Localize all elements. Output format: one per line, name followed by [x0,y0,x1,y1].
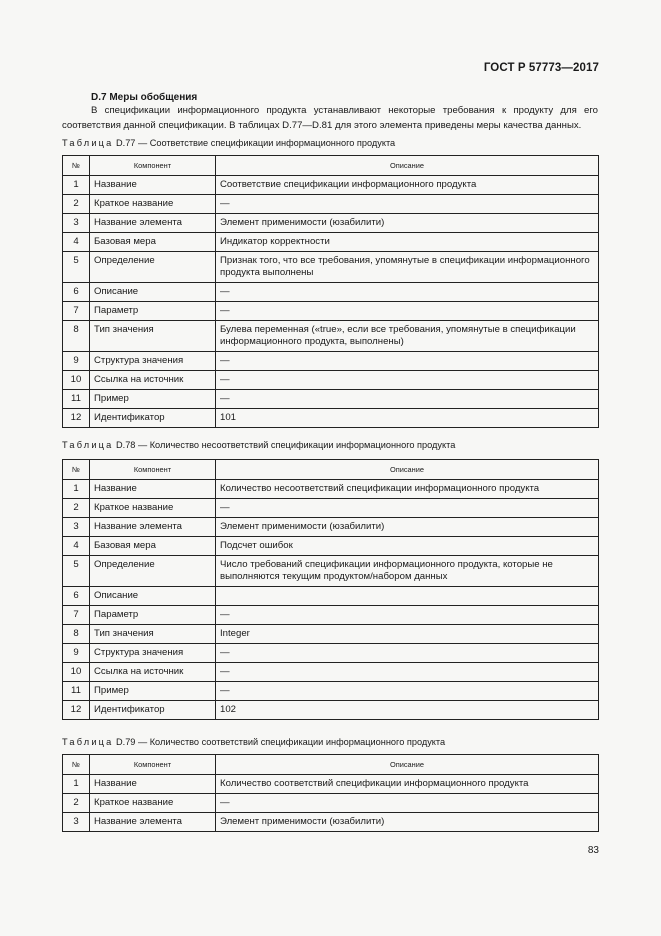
row-component: Тип значения [90,321,216,352]
col-header-description: Описание [216,755,599,775]
row-number: 3 [63,813,90,832]
row-component: Краткое название [90,794,216,813]
row-description: 102 [216,701,599,720]
row-number: 9 [63,644,90,663]
row-description: — [216,794,599,813]
row-description: Число требований спецификации информационного продукта, которые не выполняются текущим продуктом/набором данных [216,556,599,587]
table-row [63,644,599,663]
table-row [63,195,599,214]
row-component: Название элемента [90,813,216,832]
row-description: 101 [216,409,599,428]
col-header-num: № [63,460,90,480]
table-caption-text: D.78 — Количество несоответствий спецификации информационного продукта [116,440,456,450]
table-caption [62,737,445,747]
row-description: — [216,302,599,321]
table-row [63,518,599,537]
row-number: 7 [63,606,90,625]
table-row [63,302,599,321]
row-description: — [216,283,599,302]
row-description: Количество несоответствий спецификации информационного продукта [216,480,599,499]
section-text-body: В спецификации информационного продукта устанавливают некоторые требования к продукту для его соответствия данной спецификации. В таблицах D.77—D.81 для этого элемента приведены меры качества данных. [62,105,598,131]
row-component: Базовая мера [90,233,216,252]
row-number: 11 [63,682,90,701]
page-number: 83 [587,845,599,856]
row-number: 3 [63,214,90,233]
row-description: — [216,195,599,214]
col-header-num: № [63,156,90,176]
row-number: 7 [63,302,90,321]
table-label: Таблица [62,440,114,450]
row-description: — [216,499,599,518]
document-id: ГОСТ Р 57773—2017 [483,62,599,74]
table-row [63,480,599,499]
row-component: Название [90,775,216,794]
row-number: 10 [63,371,90,390]
row-component: Структура значения [90,352,216,371]
row-description: Признак того, что все требования, упомянутые в спецификации информационного продукта выполнены [216,252,599,283]
row-component: Структура значения [90,644,216,663]
row-component: Краткое название [90,195,216,214]
table-header-row [63,156,599,176]
row-number: 11 [63,390,90,409]
row-number: 12 [63,701,90,720]
row-component: Ссылка на источник [90,371,216,390]
table-row [63,390,599,409]
table-header-row [63,755,599,775]
table-row [63,625,599,644]
section-title: D.7 Меры обобщения [91,92,198,103]
row-description: Элемент применимости (юзабилити) [216,214,599,233]
table-row [63,663,599,682]
row-component: Идентификатор [90,409,216,428]
row-description: — [216,663,599,682]
row-description: Соответствие спецификации информационного продукта [216,176,599,195]
row-number: 8 [63,625,90,644]
row-number: 6 [63,587,90,606]
table-row [63,794,599,813]
row-number: 1 [63,480,90,499]
row-number: 2 [63,794,90,813]
table-caption [62,138,395,148]
table-row [63,283,599,302]
table-row [63,499,599,518]
row-component: Тип значения [90,625,216,644]
table-row [63,682,599,701]
row-component: Параметр [90,302,216,321]
col-header-description: Описание [216,460,599,480]
table-row [63,214,599,233]
row-component: Определение [90,252,216,283]
row-component: Ссылка на источник [90,663,216,682]
row-number: 4 [63,537,90,556]
row-component: Описание [90,587,216,606]
row-number: 3 [63,518,90,537]
row-description: — [216,371,599,390]
table-caption [62,440,455,450]
section-text [62,103,598,133]
table-row [63,775,599,794]
table-row [63,587,599,606]
row-number: 2 [63,195,90,214]
row-component: Краткое название [90,499,216,518]
col-header-component: Компонент [90,755,216,775]
row-number: 5 [63,252,90,283]
row-number: 1 [63,176,90,195]
row-number: 10 [63,663,90,682]
table-row [63,176,599,195]
col-header-description: Описание [216,156,599,176]
table-header-row [63,460,599,480]
row-description: — [216,644,599,663]
row-component: Пример [90,682,216,701]
table-row [63,321,599,352]
row-description: Индикатор корректности [216,233,599,252]
row-description: Элемент применимости (юзабилити) [216,518,599,537]
row-number: 8 [63,321,90,352]
row-description: — [216,352,599,371]
table-row [63,537,599,556]
table-row [63,556,599,587]
row-description: — [216,606,599,625]
table-row [63,233,599,252]
spec-table-d78 [62,459,599,720]
row-description: Элемент применимости (юзабилити) [216,813,599,832]
row-component: Пример [90,390,216,409]
table-row [63,606,599,625]
spec-table-d77 [62,155,599,428]
table-row [63,701,599,720]
row-component: Базовая мера [90,537,216,556]
row-component: Идентификатор [90,701,216,720]
row-component: Определение [90,556,216,587]
row-description: Количество соответствий спецификации информационного продукта [216,775,599,794]
row-number: 1 [63,775,90,794]
col-header-component: Компонент [90,460,216,480]
table-label: Таблица [62,138,114,148]
table-row [63,352,599,371]
row-number: 2 [63,499,90,518]
row-component: Название [90,176,216,195]
table-caption-text: D.77 — Соответствие спецификации информационного продукта [116,138,396,148]
row-number: 4 [63,233,90,252]
row-description [216,587,599,606]
row-component: Название [90,480,216,499]
row-number: 6 [63,283,90,302]
row-number: 5 [63,556,90,587]
table-row [63,409,599,428]
row-component: Название элемента [90,518,216,537]
table-row [63,813,599,832]
row-description: — [216,682,599,701]
row-component: Параметр [90,606,216,625]
row-number: 9 [63,352,90,371]
row-number: 12 [63,409,90,428]
col-header-num: № [63,755,90,775]
row-description: — [216,390,599,409]
row-component: Название элемента [90,214,216,233]
table-row [63,371,599,390]
table-row [63,252,599,283]
spec-table-d79 [62,754,599,832]
col-header-component: Компонент [90,156,216,176]
row-description: Integer [216,625,599,644]
row-description: Подсчет ошибок [216,537,599,556]
row-description: Булева переменная («true», если все требования, упомянутые в спецификации информационного продукта, выполнены) [216,321,599,352]
table-label: Таблица [62,737,114,747]
row-component: Описание [90,283,216,302]
table-caption-text: D.79 — Количество соответствий спецификации информационного продукта [116,737,446,747]
